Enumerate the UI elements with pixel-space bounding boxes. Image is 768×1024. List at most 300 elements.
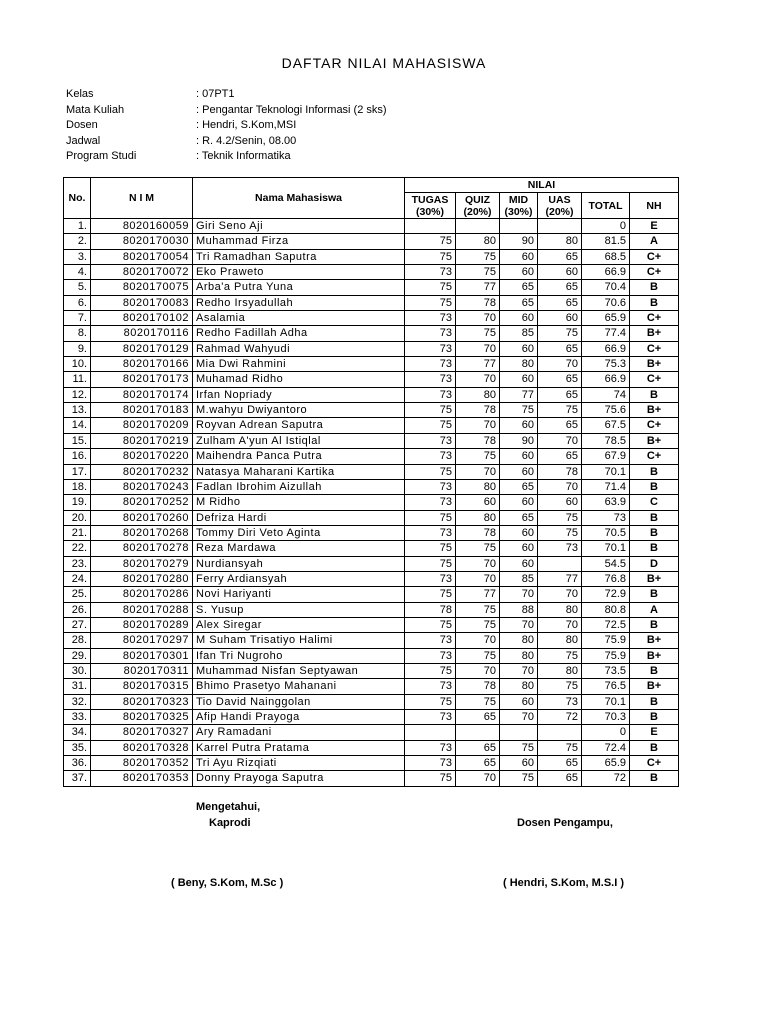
- cell-nama: Tommy Diri Veto Aginta: [193, 525, 405, 540]
- cell-nama: Maihendra Panca Putra: [193, 449, 405, 464]
- cell-quiz: 80: [456, 479, 500, 494]
- cell-tugas: 75: [405, 694, 456, 709]
- cell-no: 34.: [64, 725, 91, 740]
- grades-table: [63, 177, 679, 787]
- cell-nim: 8020170075: [91, 280, 193, 295]
- cell-nama: Karrel Putra Pratama: [193, 740, 405, 755]
- cell-tugas: 75: [405, 418, 456, 433]
- table-row: [64, 249, 679, 264]
- cell-nh: B: [630, 464, 679, 479]
- cell-nim: 8020170174: [91, 387, 193, 402]
- cell-nh: C+: [630, 449, 679, 464]
- cell-nim: 8020170352: [91, 756, 193, 771]
- footer-dosen-pengampu: Dosen Pengampu,: [517, 817, 613, 829]
- cell-nama: S. Yusup: [193, 602, 405, 617]
- cell-nim: 8020170315: [91, 679, 193, 694]
- cell-total: 70.1: [582, 694, 630, 709]
- cell-nh: B: [630, 694, 679, 709]
- cell-nh: B+: [630, 403, 679, 418]
- cell-total: 63.9: [582, 495, 630, 510]
- cell-nama: M Ridho: [193, 495, 405, 510]
- cell-nim: 8020170054: [91, 249, 193, 264]
- cell-no: 12.: [64, 387, 91, 402]
- cell-nh: A: [630, 602, 679, 617]
- cell-mid: 75: [500, 740, 538, 755]
- cell-tugas: 75: [405, 234, 456, 249]
- table-row: [64, 295, 679, 310]
- cell-no: 29.: [64, 648, 91, 663]
- info-label: Mata Kuliah: [66, 103, 125, 116]
- cell-nh: B: [630, 740, 679, 755]
- cell-total: 65.9: [582, 756, 630, 771]
- cell-nh: B: [630, 510, 679, 525]
- cell-tugas: 73: [405, 648, 456, 663]
- cell-mid: 65: [500, 479, 538, 494]
- cell-uas: [538, 556, 582, 571]
- cell-nama: Irfan Nopriady: [193, 387, 405, 402]
- cell-mid: 85: [500, 326, 538, 341]
- cell-quiz: 65: [456, 740, 500, 755]
- cell-total: 77.4: [582, 326, 630, 341]
- info-label: Program Studi: [66, 150, 137, 162]
- cell-mid: 60: [500, 556, 538, 571]
- cell-nim: 8020170243: [91, 479, 193, 494]
- cell-quiz: 70: [456, 418, 500, 433]
- document-title: DAFTAR NILAI MAHASISWA: [281, 55, 487, 71]
- table-row: [64, 219, 679, 234]
- cell-nh: E: [630, 219, 679, 234]
- cell-tugas: 73: [405, 679, 456, 694]
- cell-mid: 75: [500, 771, 538, 786]
- cell-nim: 8020170301: [91, 648, 193, 663]
- cell-tugas: 75: [405, 771, 456, 786]
- footer-kaprodi-name: ( Beny, S.Kom, M.Sc ): [171, 877, 284, 889]
- cell-no: 25.: [64, 587, 91, 602]
- cell-tugas: 75: [405, 663, 456, 678]
- cell-nama: Royvan Adrean Saputra: [193, 418, 405, 433]
- info-value: : Teknik Informatika: [196, 150, 291, 162]
- cell-uas: 70: [538, 479, 582, 494]
- cell-nama: Eko Praweto: [193, 265, 405, 280]
- cell-quiz: 70: [456, 663, 500, 678]
- cell-total: 70.4: [582, 280, 630, 295]
- cell-total: 70.6: [582, 295, 630, 310]
- cell-tugas: 73: [405, 357, 456, 372]
- cell-total: 72.5: [582, 617, 630, 632]
- cell-no: 32.: [64, 694, 91, 709]
- cell-uas: 60: [538, 495, 582, 510]
- cell-total: 70.3: [582, 710, 630, 725]
- cell-quiz: 70: [456, 556, 500, 571]
- cell-tugas: 75: [405, 249, 456, 264]
- cell-total: 75.6: [582, 403, 630, 418]
- cell-uas: 70: [538, 433, 582, 448]
- cell-nh: C+: [630, 418, 679, 433]
- cell-tugas: 73: [405, 311, 456, 326]
- cell-tugas: 75: [405, 280, 456, 295]
- table-row: [64, 771, 679, 786]
- cell-uas: 75: [538, 525, 582, 540]
- table-row: [64, 372, 679, 387]
- cell-nama: Ary Ramadani: [193, 725, 405, 740]
- table-row: [64, 418, 679, 433]
- cell-mid: 60: [500, 756, 538, 771]
- table-row: [64, 587, 679, 602]
- cell-no: 37.: [64, 771, 91, 786]
- cell-no: 8.: [64, 326, 91, 341]
- cell-nama: Defriza Hardi: [193, 510, 405, 525]
- cell-uas: 75: [538, 648, 582, 663]
- cell-nama: Tri Ramadhan Saputra: [193, 249, 405, 264]
- table-row: [64, 541, 679, 556]
- cell-total: 78.5: [582, 433, 630, 448]
- cell-nh: A: [630, 234, 679, 249]
- cell-mid: 77: [500, 387, 538, 402]
- cell-uas: 75: [538, 679, 582, 694]
- cell-no: 19.: [64, 495, 91, 510]
- cell-nh: B: [630, 617, 679, 632]
- header-total: TOTAL: [582, 193, 630, 219]
- cell-uas: 80: [538, 663, 582, 678]
- cell-quiz: 75: [456, 265, 500, 280]
- table-row: [64, 265, 679, 280]
- cell-total: 74: [582, 387, 630, 402]
- cell-uas: 75: [538, 403, 582, 418]
- info-label: Dosen: [66, 119, 98, 131]
- cell-no: 28.: [64, 633, 91, 648]
- cell-mid: 60: [500, 341, 538, 356]
- table-row: [64, 510, 679, 525]
- cell-uas: 73: [538, 694, 582, 709]
- cell-uas: 65: [538, 249, 582, 264]
- cell-quiz: 70: [456, 771, 500, 786]
- cell-uas: 73: [538, 541, 582, 556]
- cell-uas: [538, 219, 582, 234]
- cell-mid: 60: [500, 311, 538, 326]
- cell-total: 72: [582, 771, 630, 786]
- footer-kaprodi: Kaprodi: [209, 817, 251, 829]
- header-nh: NH: [630, 193, 679, 219]
- cell-nim: 8020170288: [91, 602, 193, 617]
- cell-quiz: 77: [456, 357, 500, 372]
- header-tugas: TUGAS (30%): [405, 193, 456, 219]
- table-row: [64, 571, 679, 586]
- cell-nh: C+: [630, 311, 679, 326]
- cell-total: 72.9: [582, 587, 630, 602]
- cell-nama: Ferry Ardiansyah: [193, 571, 405, 586]
- cell-mid: 80: [500, 633, 538, 648]
- cell-nama: Novi Hariyanti: [193, 587, 405, 602]
- cell-total: 54.5: [582, 556, 630, 571]
- cell-uas: 65: [538, 341, 582, 356]
- cell-tugas: 75: [405, 295, 456, 310]
- table-row: [64, 387, 679, 402]
- cell-quiz: 70: [456, 464, 500, 479]
- cell-nh: B: [630, 280, 679, 295]
- cell-no: 22.: [64, 541, 91, 556]
- cell-nama: Muhammad Nisfan Septyawan: [193, 663, 405, 678]
- cell-uas: 80: [538, 234, 582, 249]
- cell-uas: 65: [538, 771, 582, 786]
- cell-mid: 70: [500, 617, 538, 632]
- cell-tugas: 75: [405, 541, 456, 556]
- cell-quiz: 78: [456, 295, 500, 310]
- cell-nama: Arba'a Putra Yuna: [193, 280, 405, 295]
- header-no: No.: [64, 178, 91, 219]
- cell-no: 11.: [64, 372, 91, 387]
- cell-total: 0: [582, 725, 630, 740]
- cell-nim: 8020170232: [91, 464, 193, 479]
- table-row: [64, 633, 679, 648]
- cell-nh: B: [630, 525, 679, 540]
- cell-quiz: 78: [456, 403, 500, 418]
- cell-total: 67.9: [582, 449, 630, 464]
- cell-total: 81.5: [582, 234, 630, 249]
- cell-total: 70.5: [582, 525, 630, 540]
- cell-nh: E: [630, 725, 679, 740]
- cell-tugas: 73: [405, 341, 456, 356]
- cell-tugas: 73: [405, 756, 456, 771]
- cell-mid: 65: [500, 510, 538, 525]
- cell-no: 33.: [64, 710, 91, 725]
- cell-no: 35.: [64, 740, 91, 755]
- cell-nama: Donny Prayoga Saputra: [193, 771, 405, 786]
- cell-quiz: 65: [456, 756, 500, 771]
- table-row: [64, 679, 679, 694]
- table-row: [64, 326, 679, 341]
- cell-nh: C+: [630, 756, 679, 771]
- cell-nama: Asalamia: [193, 311, 405, 326]
- cell-nama: Fadlan Ibrohim Aizullah: [193, 479, 405, 494]
- cell-total: 73.5: [582, 663, 630, 678]
- cell-no: 27.: [64, 617, 91, 632]
- cell-tugas: 73: [405, 495, 456, 510]
- cell-tugas: 75: [405, 617, 456, 632]
- cell-no: 13.: [64, 403, 91, 418]
- cell-quiz: 80: [456, 387, 500, 402]
- info-value: : Hendri, S.Kom,MSI: [196, 119, 297, 131]
- cell-nama: Muhamad Ridho: [193, 372, 405, 387]
- cell-quiz: 75: [456, 326, 500, 341]
- header-nilai: NILAI: [405, 178, 679, 193]
- cell-nh: B: [630, 710, 679, 725]
- cell-mid: 60: [500, 418, 538, 433]
- cell-quiz: 75: [456, 617, 500, 632]
- cell-nh: B: [630, 479, 679, 494]
- cell-quiz: [456, 219, 500, 234]
- grades-body: [64, 219, 679, 787]
- header-mid: MID (30%): [500, 193, 538, 219]
- table-row: [64, 602, 679, 617]
- cell-nama: Redho Irsyadullah: [193, 295, 405, 310]
- cell-tugas: 73: [405, 479, 456, 494]
- cell-tugas: 75: [405, 587, 456, 602]
- cell-mid: 60: [500, 525, 538, 540]
- cell-mid: 60: [500, 495, 538, 510]
- cell-no: 14.: [64, 418, 91, 433]
- cell-no: 36.: [64, 756, 91, 771]
- cell-no: 7.: [64, 311, 91, 326]
- table-row: [64, 479, 679, 494]
- cell-no: 2.: [64, 234, 91, 249]
- cell-nh: C+: [630, 372, 679, 387]
- cell-nh: D: [630, 556, 679, 571]
- table-row: [64, 495, 679, 510]
- cell-uas: 65: [538, 387, 582, 402]
- cell-no: 23.: [64, 556, 91, 571]
- cell-no: 24.: [64, 571, 91, 586]
- cell-tugas: 73: [405, 633, 456, 648]
- cell-nim: 8020170268: [91, 525, 193, 540]
- cell-nim: 8020170280: [91, 571, 193, 586]
- cell-nim: 8020170325: [91, 710, 193, 725]
- cell-nh: B: [630, 771, 679, 786]
- cell-nama: Bhimo Prasetyo Mahanani: [193, 679, 405, 694]
- cell-quiz: [456, 725, 500, 740]
- cell-nh: B: [630, 387, 679, 402]
- cell-nim: 8020170252: [91, 495, 193, 510]
- cell-quiz: 77: [456, 587, 500, 602]
- table-row: [64, 725, 679, 740]
- cell-uas: 65: [538, 418, 582, 433]
- cell-total: 76.5: [582, 679, 630, 694]
- cell-uas: 65: [538, 295, 582, 310]
- cell-total: 80.8: [582, 602, 630, 617]
- cell-no: 18.: [64, 479, 91, 494]
- cell-nama: Redho Fadillah Adha: [193, 326, 405, 341]
- cell-nama: Rahmad Wahyudi: [193, 341, 405, 356]
- cell-total: 66.9: [582, 265, 630, 280]
- header-nama: Nama Mahasiswa: [193, 178, 405, 219]
- cell-uas: 65: [538, 449, 582, 464]
- cell-tugas: 73: [405, 433, 456, 448]
- cell-nim: 8020170311: [91, 663, 193, 678]
- cell-uas: 65: [538, 372, 582, 387]
- header-nim: N I M: [91, 178, 193, 219]
- cell-total: 71.4: [582, 479, 630, 494]
- cell-mid: 85: [500, 571, 538, 586]
- cell-mid: 60: [500, 541, 538, 556]
- cell-total: 65.9: [582, 311, 630, 326]
- cell-nim: 8020170286: [91, 587, 193, 602]
- cell-uas: 60: [538, 311, 582, 326]
- cell-quiz: 70: [456, 571, 500, 586]
- info-label: Jadwal: [66, 134, 101, 147]
- cell-no: 15.: [64, 433, 91, 448]
- cell-uas: 75: [538, 740, 582, 755]
- cell-nh: B+: [630, 679, 679, 694]
- table-row: [64, 341, 679, 356]
- cell-nim: 8020170072: [91, 265, 193, 280]
- table-row: [64, 556, 679, 571]
- cell-quiz: 75: [456, 602, 500, 617]
- cell-uas: 75: [538, 326, 582, 341]
- cell-no: 16.: [64, 449, 91, 464]
- cell-nim: 8020170183: [91, 403, 193, 418]
- cell-no: 1.: [64, 219, 91, 234]
- cell-nim: 8020170278: [91, 541, 193, 556]
- cell-nim: 8020170327: [91, 725, 193, 740]
- cell-quiz: 75: [456, 648, 500, 663]
- cell-uas: 77: [538, 571, 582, 586]
- cell-nim: 8020170323: [91, 694, 193, 709]
- cell-nh: B: [630, 295, 679, 310]
- cell-no: 20.: [64, 510, 91, 525]
- cell-nama: Tio David Nainggolan: [193, 694, 405, 709]
- cell-nim: 8020170220: [91, 449, 193, 464]
- cell-mid: 60: [500, 694, 538, 709]
- cell-total: 68.5: [582, 249, 630, 264]
- cell-nim: 8020170328: [91, 740, 193, 755]
- cell-quiz: 70: [456, 341, 500, 356]
- cell-nim: 8020170297: [91, 633, 193, 648]
- cell-total: 70.1: [582, 541, 630, 556]
- cell-mid: 60: [500, 372, 538, 387]
- cell-tugas: 73: [405, 525, 456, 540]
- cell-nim: 8020170129: [91, 341, 193, 356]
- cell-quiz: 75: [456, 541, 500, 556]
- cell-nh: B+: [630, 648, 679, 663]
- header-quiz: QUIZ (20%): [456, 193, 500, 219]
- table-row: [64, 694, 679, 709]
- cell-nama: Zulham A'yun Al Istiqlal: [193, 433, 405, 448]
- table-row: [64, 433, 679, 448]
- cell-nim: 8020170173: [91, 372, 193, 387]
- info-value: : 07PT1: [196, 88, 235, 100]
- cell-uas: 75: [538, 510, 582, 525]
- cell-nama: Reza Mardawa: [193, 541, 405, 556]
- cell-uas: 60: [538, 265, 582, 280]
- table-row: [64, 617, 679, 632]
- cell-mid: 80: [500, 679, 538, 694]
- cell-nama: Giri Seno Aji: [193, 219, 405, 234]
- cell-tugas: 73: [405, 372, 456, 387]
- cell-tugas: 73: [405, 740, 456, 755]
- cell-uas: 78: [538, 464, 582, 479]
- cell-nim: 8020170116: [91, 326, 193, 341]
- cell-quiz: 75: [456, 449, 500, 464]
- cell-tugas: 73: [405, 571, 456, 586]
- table-row: [64, 663, 679, 678]
- table-row: [64, 403, 679, 418]
- cell-tugas: 73: [405, 326, 456, 341]
- table-row: [64, 648, 679, 663]
- cell-total: 73: [582, 510, 630, 525]
- cell-uas: 80: [538, 602, 582, 617]
- cell-quiz: 60: [456, 495, 500, 510]
- cell-total: 66.9: [582, 341, 630, 356]
- cell-nama: Nurdiansyah: [193, 556, 405, 571]
- cell-tugas: [405, 725, 456, 740]
- cell-no: 5.: [64, 280, 91, 295]
- cell-mid: 65: [500, 280, 538, 295]
- cell-total: 72.4: [582, 740, 630, 755]
- cell-mid: 70: [500, 663, 538, 678]
- cell-nh: B: [630, 663, 679, 678]
- cell-mid: 70: [500, 710, 538, 725]
- table-row: [64, 234, 679, 249]
- cell-uas: [538, 725, 582, 740]
- table-row: [64, 710, 679, 725]
- cell-tugas: [405, 219, 456, 234]
- cell-no: 3.: [64, 249, 91, 264]
- cell-no: 30.: [64, 663, 91, 678]
- cell-nama: Ifan Tri Nugroho: [193, 648, 405, 663]
- cell-tugas: 73: [405, 387, 456, 402]
- cell-nim: 8020160059: [91, 219, 193, 234]
- cell-nh: B+: [630, 326, 679, 341]
- cell-mid: [500, 219, 538, 234]
